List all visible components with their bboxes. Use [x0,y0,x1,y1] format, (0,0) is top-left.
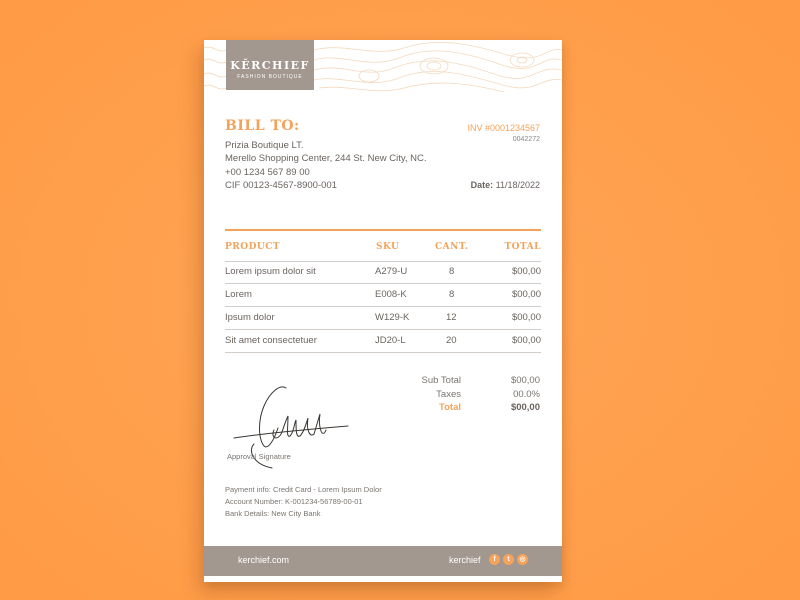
row-sku: A279-U [375,266,408,277]
row-product: Ipsum dolor [225,312,275,323]
account-number: Account Number: K-001234-56789-00-01 [225,497,363,506]
subtotal-label: Sub Total [421,375,461,386]
payment-info: Payment info: Credit Card - Lorem Ipsum Dolor [225,485,382,494]
table-row [225,284,541,307]
row-total: $00,00 [511,289,541,300]
bank-details: Bank Details: New City Bank [225,509,321,518]
table-row [225,261,541,284]
invoice-document [204,40,562,582]
header-quantity: CANT. [435,242,469,252]
facebook-icon[interactable]: f [489,554,500,565]
row-product: Lorem [225,289,252,300]
row-quantity: 20 [446,335,457,346]
header-sku: SKU [376,242,400,252]
table-top-rule [225,229,541,231]
taxes-label: Taxes [436,389,461,400]
row-product: Lorem ipsum dolor sit [225,266,316,277]
invoice-footer [204,546,562,576]
row-quantity: 8 [449,266,455,277]
total-label: Total [439,402,461,413]
bill-to-heading: BILL TO: [225,118,300,134]
invoice-date [471,180,540,190]
social-handle: kerchief [449,555,481,565]
twitter-icon[interactable]: t [503,554,514,565]
row-quantity: 12 [446,312,457,323]
header-product: PRODUCT [225,242,281,252]
date-value: 11/18/2022 [495,180,540,190]
row-divider [225,261,541,262]
row-sku: JD20-L [375,335,406,346]
brand-logo [226,40,314,90]
header-total: TOTAL [504,242,541,252]
invoice-sub-number: 0042272 [512,136,540,143]
table-row [225,330,541,353]
row-total: $00,00 [511,312,541,323]
row-divider [225,352,541,353]
client-address: Merello Shopping Center, 244 St. New City, NC. [225,153,427,164]
table-row [225,307,541,330]
client-name: Prizia Boutique LT. [225,140,304,151]
row-quantity: 8 [449,289,455,300]
approval-signature-label: Approval Signature [227,452,291,461]
row-sku: W129-K [375,312,410,323]
total-value: $00,00 [510,402,540,413]
row-total: $00,00 [511,335,541,346]
row-total: $00,00 [511,266,541,277]
subtotal-value: $00,00 [510,375,540,386]
brand-tagline: FASHION BOUTIQUE [237,74,303,80]
row-product: Sit amet consectetuer [225,335,317,346]
invoice-number: INV #0001234567 [467,123,540,133]
brand-name: KĔRCHIEF [230,59,310,72]
website-link[interactable]: kerchief.com [238,555,290,565]
date-label: Date: [470,180,494,190]
taxes-value: 00.0% [513,389,540,400]
row-sku: E008-K [375,289,407,300]
client-cif: CIF 00123-4567-8900-001 [225,180,337,191]
client-phone: +00 1234 567 89 00 [225,167,310,178]
instagram-icon[interactable]: ◎ [517,554,528,565]
